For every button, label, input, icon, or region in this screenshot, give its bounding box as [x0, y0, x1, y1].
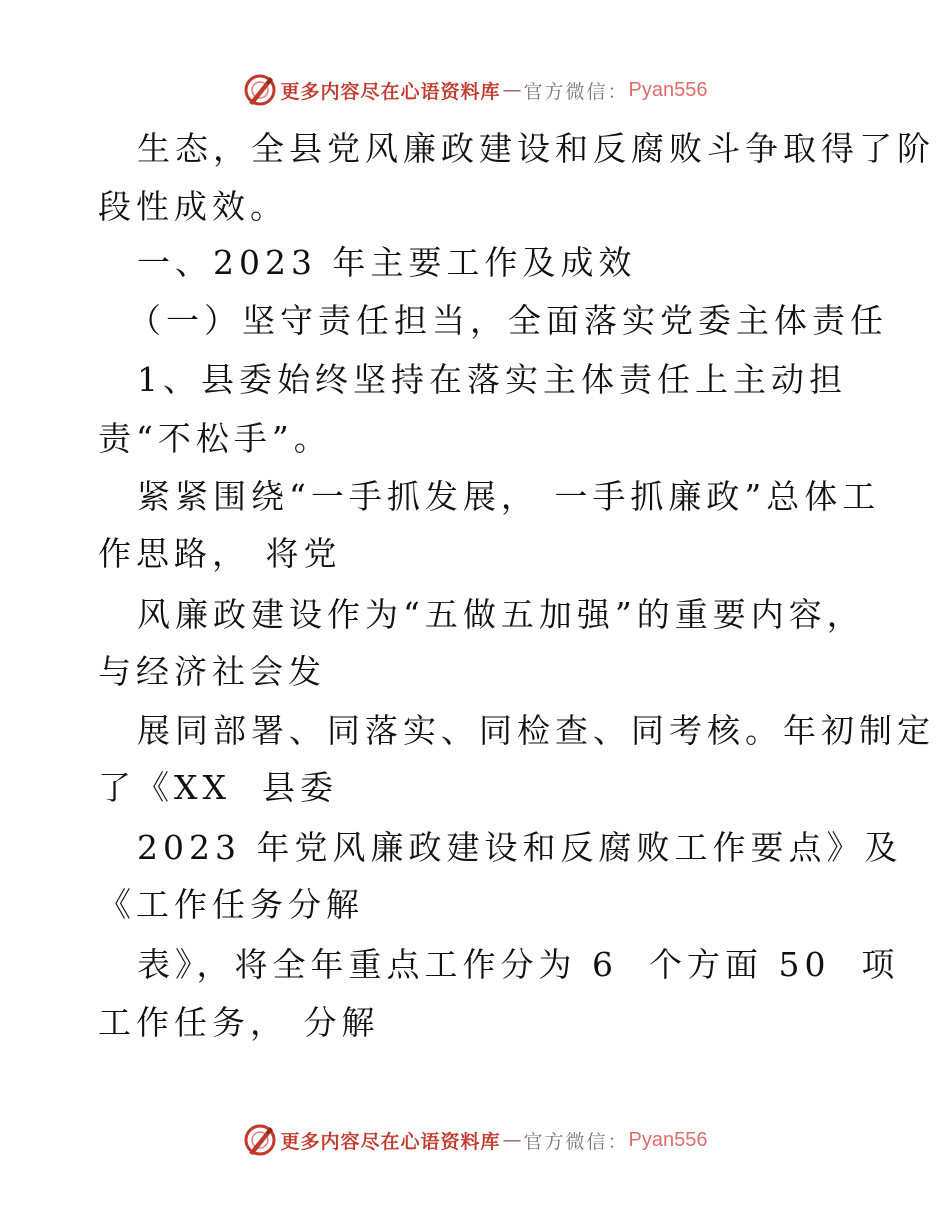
body-line: 2023 年党风廉政建设和反腐败工作要点》及 [137, 828, 903, 867]
body-line: 作思路， 将党 [98, 534, 342, 573]
body-line: 风廉政建设作为“五做五加强”的重要内容， [137, 595, 865, 634]
section-heading: 一、2023 年主要工作及成效 [137, 243, 637, 282]
body-line: 生态，全县党风廉政建设和反腐败斗争取得了阶 [137, 129, 935, 168]
body-line: 了《XX 县委 [98, 768, 338, 807]
banner-wechat-handle: Pyan556 [628, 1128, 708, 1151]
banner-main-text: 更多内容尽在心语资料库 [280, 1130, 501, 1153]
banner-main-text: 更多内容尽在心语资料库 [280, 80, 501, 103]
footer-watermark-banner [0, 1120, 950, 1160]
subsection-heading: （一）坚守责任担当，全面落实党委主体责任 [128, 301, 888, 340]
body-line: 段性成效。 [98, 187, 288, 226]
body-line: 工作任务， 分解 [98, 1003, 380, 1042]
body-line: 与经济社会发 [98, 652, 326, 691]
banner-wechat-handle: Pyan556 [628, 78, 708, 101]
banner-separator: — [502, 1129, 522, 1151]
body-line: 展同部署、同落实、同检查、同考核。年初制定 [137, 711, 935, 750]
pen-logo-icon [243, 73, 277, 107]
body-line: 1、县委始终坚持在落实主体责任上主动担 [137, 360, 847, 399]
banner-wechat-label: 官方微信： [523, 1130, 629, 1153]
body-line: 《工作任务分解 [98, 885, 364, 924]
pen-logo-icon [243, 1123, 277, 1157]
body-line: 表》，将全年重点工作分为 6 个方面 50 项 [137, 945, 900, 984]
body-line: 紧紧围绕“一手抓发展， 一手抓廉政”总体工 [137, 477, 881, 516]
banner-wechat-label: 官方微信： [523, 80, 629, 103]
body-line: 责“不松手”。 [98, 419, 332, 458]
header-watermark-banner [0, 70, 950, 110]
banner-separator: — [502, 79, 522, 101]
